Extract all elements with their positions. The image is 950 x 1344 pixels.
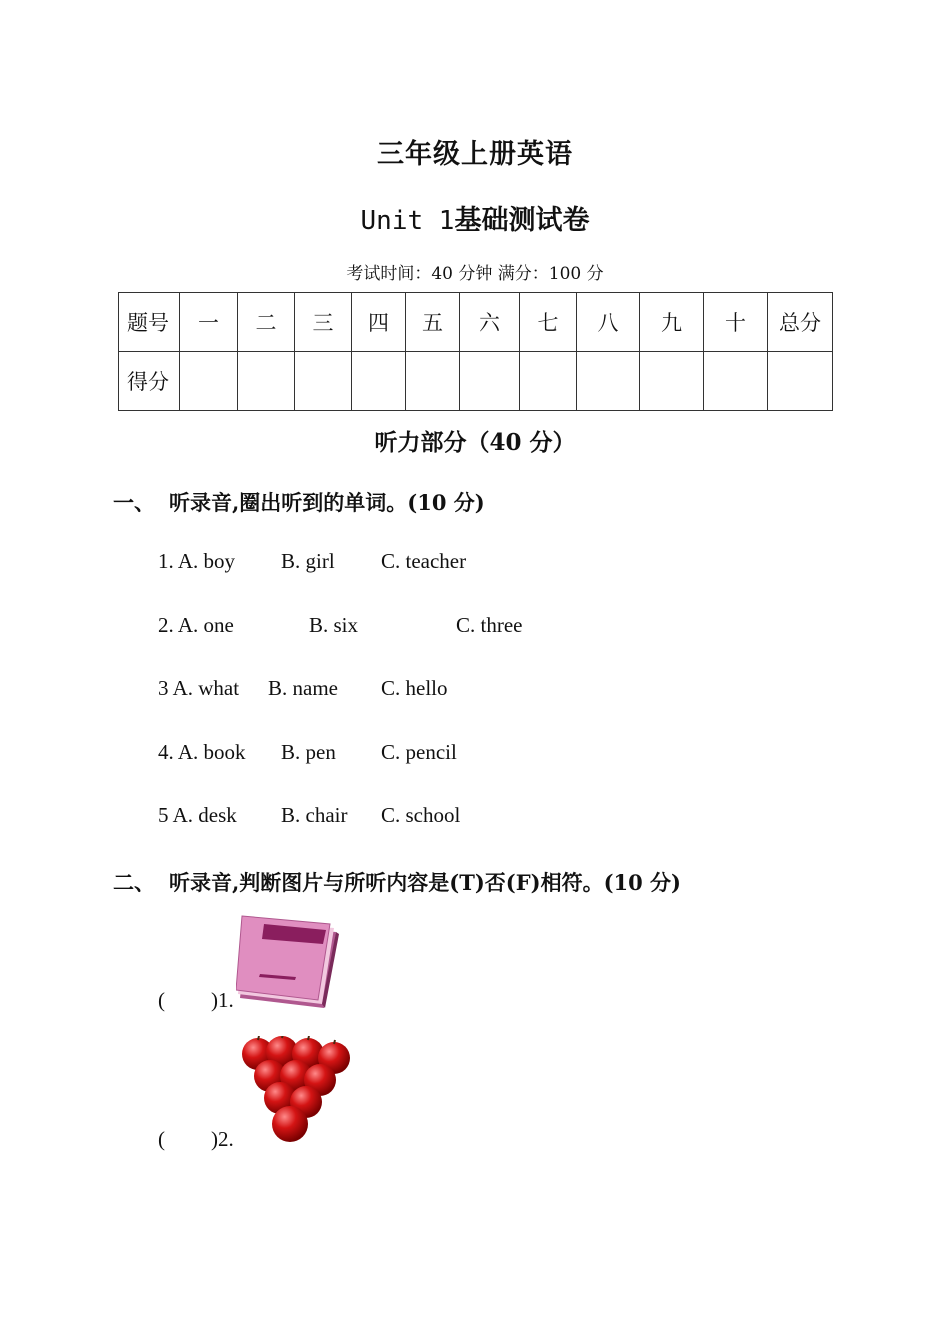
header-cell: 一	[180, 293, 238, 352]
unit-suffix: 基础测试卷	[454, 205, 590, 236]
question-1-number: 一、	[113, 490, 155, 515]
score-cell[interactable]	[352, 352, 406, 411]
score-cell[interactable]	[460, 352, 520, 411]
score-table	[118, 292, 833, 411]
header-cell: 五	[406, 293, 460, 352]
option-b[interactable]: B. pen	[281, 740, 336, 764]
question-1-text: 听录音,圈出听到的单词。(10 分)	[169, 490, 485, 515]
question-2-number: 二、	[113, 870, 155, 895]
answer-close-label: )1.	[211, 988, 234, 1012]
score-cell[interactable]	[406, 352, 460, 411]
option-b[interactable]: B. name	[268, 676, 338, 700]
header-cell: 八	[577, 293, 640, 352]
score-cell[interactable]	[640, 352, 704, 411]
option-b[interactable]: B. six	[309, 613, 359, 637]
book-icon	[236, 912, 346, 1010]
answer-close-label: )2.	[211, 1127, 234, 1151]
header-cell: 四	[352, 293, 406, 352]
score-label-cell: 得分	[119, 352, 180, 411]
question-2-heading	[113, 867, 681, 897]
question-2-item	[158, 988, 234, 1013]
question-2-item	[158, 1127, 234, 1152]
page-title: 三年级上册英语	[377, 139, 573, 170]
score-cell[interactable]	[180, 352, 238, 411]
section-title: 听力部分（40 分）	[374, 429, 576, 456]
score-cell[interactable]	[238, 352, 295, 411]
score-table-score-row	[119, 352, 833, 411]
unit-title	[0, 198, 950, 237]
header-cell: 十	[704, 293, 768, 352]
header-cell: 六	[460, 293, 520, 352]
header-cell: 三	[295, 293, 352, 352]
option-c[interactable]: C. school	[381, 803, 461, 827]
header-cell: 总分	[768, 293, 833, 352]
option-c[interactable]: C. teacher	[381, 549, 467, 573]
score-cell[interactable]	[704, 352, 768, 411]
option-a[interactable]: 5 A. desk	[158, 803, 237, 827]
option-a[interactable]: 3 A. what	[158, 676, 240, 700]
option-b[interactable]: B. chair	[281, 803, 348, 827]
apples-icon	[240, 1036, 354, 1146]
question-2-text: 听录音,判断图片与所听内容是(T)否(F)相符。(10 分)	[169, 870, 681, 895]
option-b[interactable]: B. girl	[281, 549, 335, 573]
header-cell: 题号	[119, 293, 180, 352]
header-cell: 九	[640, 293, 704, 352]
header-cell: 七	[520, 293, 577, 352]
answer-open-paren[interactable]: (	[158, 988, 165, 1012]
option-a[interactable]: 1. A. boy	[158, 549, 236, 573]
score-cell[interactable]	[577, 352, 640, 411]
exam-info: 考试时间：40 分钟 满分：100 分	[346, 264, 604, 284]
score-cell[interactable]	[520, 352, 577, 411]
score-cell[interactable]	[295, 352, 352, 411]
score-cell[interactable]	[768, 352, 833, 411]
option-c[interactable]: C. pencil	[381, 740, 457, 764]
option-c[interactable]: C. hello	[381, 676, 448, 700]
answer-open-paren[interactable]: (	[158, 1127, 165, 1151]
option-c[interactable]: C. three	[456, 613, 523, 637]
option-a[interactable]: 2. A. one	[158, 613, 234, 637]
header-cell: 二	[238, 293, 295, 352]
score-table-header-row	[119, 293, 833, 352]
option-a[interactable]: 4. A. book	[158, 740, 246, 764]
unit-prefix: Unit 1	[360, 206, 455, 236]
question-1-heading	[113, 487, 485, 517]
